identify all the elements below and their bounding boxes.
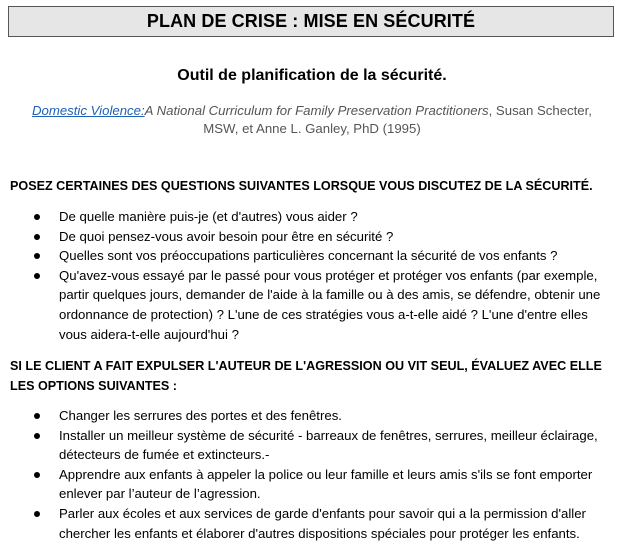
- bullet-icon: [34, 413, 40, 419]
- list-item-text: De quelle manière puis-je (et d'autres) vous aider ?: [59, 209, 358, 224]
- list-item: [0, 504, 624, 543]
- list-item-text: Qu'avez-vous essayé par le passé pour vous protéger et protéger vos enfants (par exemple, partir quelques jours, demander de l'aide à la famille ou à des amis, se défendre, obtenir une ordonnance de protection) ? L'une de ces stratégies vous a-t-elle aidé ? L'une d'entre elles vous aidera-t-elle aujourd'hui ?: [59, 267, 601, 342]
- options-list: [0, 406, 624, 543]
- list-item-text: De quoi pensez-vous avoir besoin pour être en sécurité ?: [59, 228, 394, 244]
- list-item: [0, 207, 624, 227]
- citation-link[interactable]: Domestic Violence:: [32, 103, 145, 118]
- questions-list: [0, 207, 624, 344]
- bullet-icon: [34, 214, 40, 220]
- list-item: [0, 406, 624, 426]
- list-item-text: Apprendre aux enfants à appeler la police ou leur famille et leurs amis s'ils se font emporter enlever par l’auteur de l’agression.: [59, 466, 593, 502]
- section-heading-questions: POSEZ CERTAINES DES QUESTIONS SUIVANTES LORSQUE VOUS DISCUTEZ DE LA SÉCURITÉ.: [10, 179, 593, 193]
- bullet-icon: [34, 234, 40, 240]
- list-item: [0, 465, 624, 504]
- bullet-icon: [34, 511, 40, 517]
- bullet-icon: [34, 253, 40, 259]
- page-title-box: [8, 6, 614, 37]
- document-subtitle: Outil de planification de la sécurité.: [177, 67, 447, 84]
- section-heading-options: SI LE CLIENT A FAIT EXPULSER L'AUTEUR DE L'AGRESSION OU VIT SEUL, ÉVALUEZ AVEC ELLE LES OPTIONS SUIVANTES :: [10, 359, 602, 393]
- bullet-icon: [34, 273, 40, 279]
- list-item-text: Parler aux écoles et aux services de garde d'enfants pour savoir qui a la permission d'aller chercher les enfants et élaborer d'autres dispositions spéciales pour protéger les enfants.: [59, 505, 586, 541]
- bullet-icon: [34, 472, 40, 478]
- citation-authors: , Susan Schecter, MSW, et Anne L. Ganley, PhD (1995): [203, 103, 592, 136]
- list-item: [0, 266, 624, 344]
- citation-book-title: A National Curriculum for Family Preservation Practitioners: [144, 103, 489, 118]
- list-item: [0, 246, 624, 266]
- list-item-text: Changer les serrures des portes et des fenêtres.: [59, 408, 342, 423]
- list-item-text: Quelles sont vos préoccupations particulières concernant la sécurité de vos enfants ?: [59, 248, 558, 264]
- page-title: PLAN DE CRISE : MISE EN SÉCURITÉ: [146, 11, 476, 31]
- citation: [20, 102, 604, 138]
- list-item: [0, 426, 624, 465]
- list-item: [0, 227, 624, 247]
- list-item-text: Installer un meilleur système de sécurité - barreaux de fenêtres, serrures, meilleur éclairage, détecteurs de fumée et extincteurs.-: [59, 427, 598, 463]
- bullet-icon: [34, 433, 40, 439]
